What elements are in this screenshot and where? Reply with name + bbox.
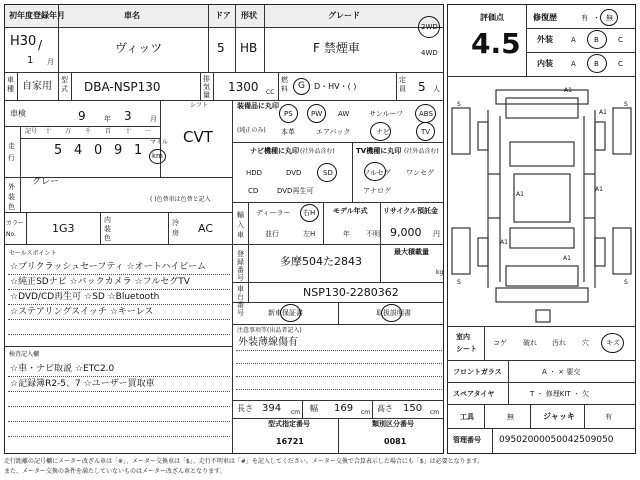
- exterior-color: グレー: [32, 177, 60, 187]
- load-unit: kg: [436, 269, 444, 276]
- ext-a: A: [571, 36, 576, 44]
- chassis-label: 車台番号: [237, 285, 244, 317]
- interior-color-label: 内装色: [104, 216, 111, 242]
- inspector-text: 外装薄線傷有: [238, 337, 298, 348]
- model-year-unknown: 不明: [366, 230, 380, 238]
- doc-manual: 取扱説明書: [376, 309, 411, 317]
- ext-b-circle: [587, 30, 607, 49]
- shift-value: CVT: [183, 128, 213, 146]
- header-door: ドア: [215, 11, 231, 20]
- int-label: 内装: [537, 59, 553, 68]
- inspection-label: 車検: [10, 109, 26, 118]
- equip-abs: ABS: [419, 110, 433, 118]
- mile-label: マイル: [150, 139, 168, 146]
- shape-value: HB: [240, 41, 258, 55]
- recycle-unit: 円: [433, 230, 440, 238]
- tv-analog: アナログ: [363, 187, 391, 195]
- width-label: 幅: [310, 404, 318, 413]
- class-no-label: 類別区分番号: [372, 420, 414, 428]
- control-value: 09502000050042509050: [499, 435, 614, 445]
- ac-value: AC: [198, 222, 214, 235]
- glass-label: フロントガラス: [453, 368, 502, 376]
- disp-label: 排気量: [203, 75, 210, 99]
- cat-label: 車種: [7, 76, 14, 93]
- svg-text:S: S: [624, 279, 628, 286]
- mark-left-upper: A1: [516, 191, 524, 198]
- equip-aw: AW: [338, 110, 350, 118]
- length-label: 長さ: [237, 404, 253, 413]
- mileage-digit-1: 4: [74, 143, 83, 158]
- mark-right-upper: A1: [599, 109, 607, 116]
- int-a: A: [571, 60, 576, 68]
- navi-dvd-play: DVD再生可: [277, 187, 314, 195]
- mileage-header-5: 十: [125, 128, 132, 135]
- int-b: B: [594, 60, 599, 68]
- import-dealer: ディーラー: [256, 209, 291, 217]
- cap-label: 定員: [399, 76, 406, 93]
- equip-tv: TV: [421, 128, 431, 136]
- ac-label: 冷房: [172, 219, 179, 237]
- recycle-label: リサイクル預託金: [383, 207, 439, 215]
- first-reg-month: 1: [27, 55, 34, 66]
- mark-right-lower: A1: [595, 186, 603, 193]
- model-year-year: 年: [343, 230, 350, 238]
- equip-navi-circle: [370, 122, 391, 141]
- door-value: 5: [217, 41, 225, 55]
- doc-manual-circle: [381, 304, 402, 322]
- jack-label: ジャッキ: [543, 412, 575, 421]
- spare-label: スペアタイヤ: [453, 390, 495, 398]
- model-value: DBA-NSP130: [84, 80, 161, 94]
- import-right-h: 右H: [303, 209, 316, 217]
- drive-2wd: 2WD: [421, 23, 438, 31]
- records-title: 検査記入欄: [9, 351, 40, 358]
- equip-navi: ナビ: [376, 128, 390, 136]
- navi-hdd: HDD: [246, 169, 263, 177]
- header-first-reg: 初年度登録年月: [9, 11, 65, 20]
- score-label: 評価点: [480, 13, 504, 22]
- equip-airbag: エアバック: [316, 128, 351, 136]
- shift-label: シフト: [190, 102, 209, 109]
- height-value: 150: [403, 403, 423, 414]
- equip-tv-circle: [416, 122, 435, 141]
- grade-value: F 禁煙車: [313, 41, 360, 55]
- tools-label: 工具: [460, 413, 474, 421]
- repair-no-circle: [600, 9, 618, 26]
- spare-value: T ・ 修理KIT ・ 欠: [530, 390, 590, 398]
- fuel-label: 燃料: [281, 76, 288, 93]
- load-label: 最大積載量: [394, 248, 429, 256]
- car-name-value: ヴィッツ: [115, 41, 163, 55]
- navi-title: ナビ機種に丸印: [250, 147, 299, 155]
- height-label: 高さ: [377, 404, 393, 413]
- records-line-1: ☆車・ナビ取説 ☆ETC2.0: [10, 364, 115, 374]
- tv-fullseg: フルセグ: [363, 169, 391, 177]
- sales-line-2: ☆純正SDナビ ☆バックカメラ ☆フルセグTV: [10, 277, 190, 287]
- int-c: C: [618, 60, 623, 68]
- import-parallel: 並行: [265, 230, 279, 238]
- glass-value: A ・ × 要交: [542, 368, 581, 376]
- equip-ps-circle: [279, 104, 298, 123]
- sales-points-title: セールスポイント: [9, 250, 57, 257]
- inspection-month-unit: 月: [150, 115, 157, 123]
- footer-line-2: また、メーター交換の条件を満たしていないものはメーター改ざん車となります。: [4, 468, 226, 475]
- footer-line-1: 走行距離の記号欄にメーター改ざん車は「※」、メーター交換車は「$」、走行不明車は「#」を記入してください。メーター交換で合算表示した場合にも「$」は必要となります。: [4, 458, 484, 465]
- first-reg-year: H30: [10, 34, 37, 49]
- navi-sd: SD: [323, 169, 333, 177]
- width-unit: cm: [361, 409, 371, 416]
- tools-value: 無: [507, 413, 514, 421]
- equip-sunroof: サンルーフ: [369, 110, 404, 118]
- width-value: 169: [334, 403, 354, 414]
- drive-4wd: 4WD: [421, 49, 438, 57]
- jack-value: 有: [605, 413, 612, 421]
- mileage-digit-2: 0: [94, 143, 103, 158]
- sales-line-1: ☆プリクラッシュセーフティ ☆オートハイビーム: [10, 262, 207, 272]
- mileage-header-6: 一: [145, 128, 152, 135]
- header-grade: グレード: [328, 11, 360, 20]
- inspector-title: 注意事項等(出品者記入): [237, 327, 302, 334]
- equipment-subtitle: (純正のみ): [237, 127, 266, 134]
- mileage-header-2: 万: [65, 128, 72, 135]
- color-code-label: カラーNo.: [6, 220, 25, 238]
- inspection-year-unit: 年: [104, 115, 111, 123]
- first-reg-month-unit: 月: [47, 58, 54, 66]
- seat-label-2: シート: [456, 345, 477, 353]
- navi-sd-circle: [317, 163, 337, 182]
- first-reg-slash: /: [38, 38, 43, 52]
- ext-label: 外装: [537, 35, 553, 44]
- tv-oneseg: ワンセグ: [406, 169, 434, 177]
- exterior-label: 外装色: [8, 183, 15, 211]
- sales-line-3: ☆DVD/CD再生可 ☆SD ☆Bluetooth: [10, 292, 160, 302]
- registration-label: 登録番号: [237, 250, 244, 282]
- repair-yes: 有: [581, 14, 588, 22]
- cat-value: 自家用: [22, 81, 52, 92]
- header-car-name: 車名: [124, 11, 140, 20]
- equip-ps: PS: [284, 110, 293, 118]
- tv-subtitle: (社外品含む): [404, 148, 439, 155]
- fuel-g: G: [298, 81, 305, 91]
- ext-c: C: [618, 36, 623, 44]
- inspection-month: 3: [124, 109, 132, 123]
- mileage-header-1: 十: [45, 128, 52, 135]
- exterior-note: ( )色替車は色替と記入: [150, 196, 211, 203]
- mileage-header-0: 記号: [25, 128, 38, 135]
- import-label: 輸入車: [237, 211, 244, 239]
- cap-unit: 人: [433, 85, 440, 93]
- doc-warranty-circle: [280, 304, 301, 322]
- mileage-header-4: 百: [105, 128, 112, 135]
- type-no-label: 型式指定番号: [268, 420, 310, 428]
- header-shape: 形状: [241, 11, 257, 20]
- seat-ana: 穴: [582, 339, 589, 347]
- seat-yogore: 汚れ: [552, 339, 566, 347]
- mileage-label: 走行: [8, 142, 15, 162]
- mileage-digit-3: 9: [114, 143, 123, 158]
- equip-pw: PW: [311, 110, 323, 118]
- navi-cd: CD: [248, 187, 259, 195]
- mark-top: A1: [564, 87, 572, 94]
- seat-label-1: 室内: [456, 333, 470, 341]
- repair-dot: ・: [593, 14, 600, 22]
- type-no: 16721: [276, 437, 304, 446]
- mileage-header-3: 千: [85, 128, 92, 135]
- disp-value: 1300: [228, 80, 259, 94]
- model-label: 型式: [61, 76, 68, 93]
- ext-b: B: [594, 36, 599, 44]
- mileage-digit-4: 1: [134, 143, 143, 158]
- import-right-h-circle: [300, 204, 319, 222]
- class-no: 0081: [384, 437, 407, 446]
- km-label: km: [152, 152, 163, 160]
- repair-label: 修復歴: [533, 13, 557, 22]
- mark-left-lower: A1: [500, 239, 508, 246]
- seat-kizu: キズ: [606, 339, 620, 347]
- import-left-h: 左H: [303, 230, 316, 238]
- tv-title: TV機種に丸印: [356, 147, 402, 155]
- mileage-digit-0: 5: [54, 143, 63, 158]
- seat-kizu-circle: [601, 333, 624, 353]
- color-code: 1G3: [52, 222, 75, 235]
- svg-text:S: S: [624, 101, 628, 108]
- score-value: 4.5: [471, 27, 521, 60]
- seat-yabure: 破れ: [523, 339, 537, 347]
- navi-dvd: DVD: [286, 169, 302, 177]
- svg-text:S: S: [457, 101, 461, 108]
- equip-pw-circle: [307, 104, 326, 123]
- inspection-year: 9: [78, 109, 86, 123]
- tv-fullseg-circle: [364, 162, 386, 181]
- equipment-title: 装備品に丸印: [237, 102, 279, 110]
- records-line-2: ☆記録簿R2-5、7 ☆ユーザー買取車: [10, 379, 155, 389]
- registration-number: 多摩504た2843: [280, 255, 362, 268]
- navi-subtitle: (社外品含む): [300, 148, 335, 155]
- recycle-value: 9,000: [390, 226, 422, 239]
- int-b-circle: [587, 54, 607, 73]
- seat-koge: コゲ: [493, 339, 507, 347]
- length-value: 394: [262, 403, 282, 414]
- repair-no: 無: [606, 14, 613, 22]
- cap-value: 5: [418, 80, 426, 94]
- equip-leather: 本革: [281, 128, 295, 136]
- equip-abs-circle: [415, 104, 436, 123]
- svg-text:S: S: [457, 279, 461, 286]
- model-year-label: モデル年式: [333, 207, 368, 215]
- chassis-number: NSP130-2280362: [303, 286, 399, 299]
- length-unit: cm: [291, 409, 301, 416]
- doc-warranty: 新車保証書: [268, 309, 303, 317]
- mark-bottom: A1: [563, 255, 571, 262]
- control-label: 管理番号: [453, 436, 481, 444]
- sales-line-4: ☆ステアリングスイッチ ☆キーレス: [10, 307, 154, 317]
- height-unit: cm: [430, 409, 440, 416]
- fuel-others: D・HV・( ): [314, 82, 357, 91]
- disp-unit: CC: [266, 89, 275, 96]
